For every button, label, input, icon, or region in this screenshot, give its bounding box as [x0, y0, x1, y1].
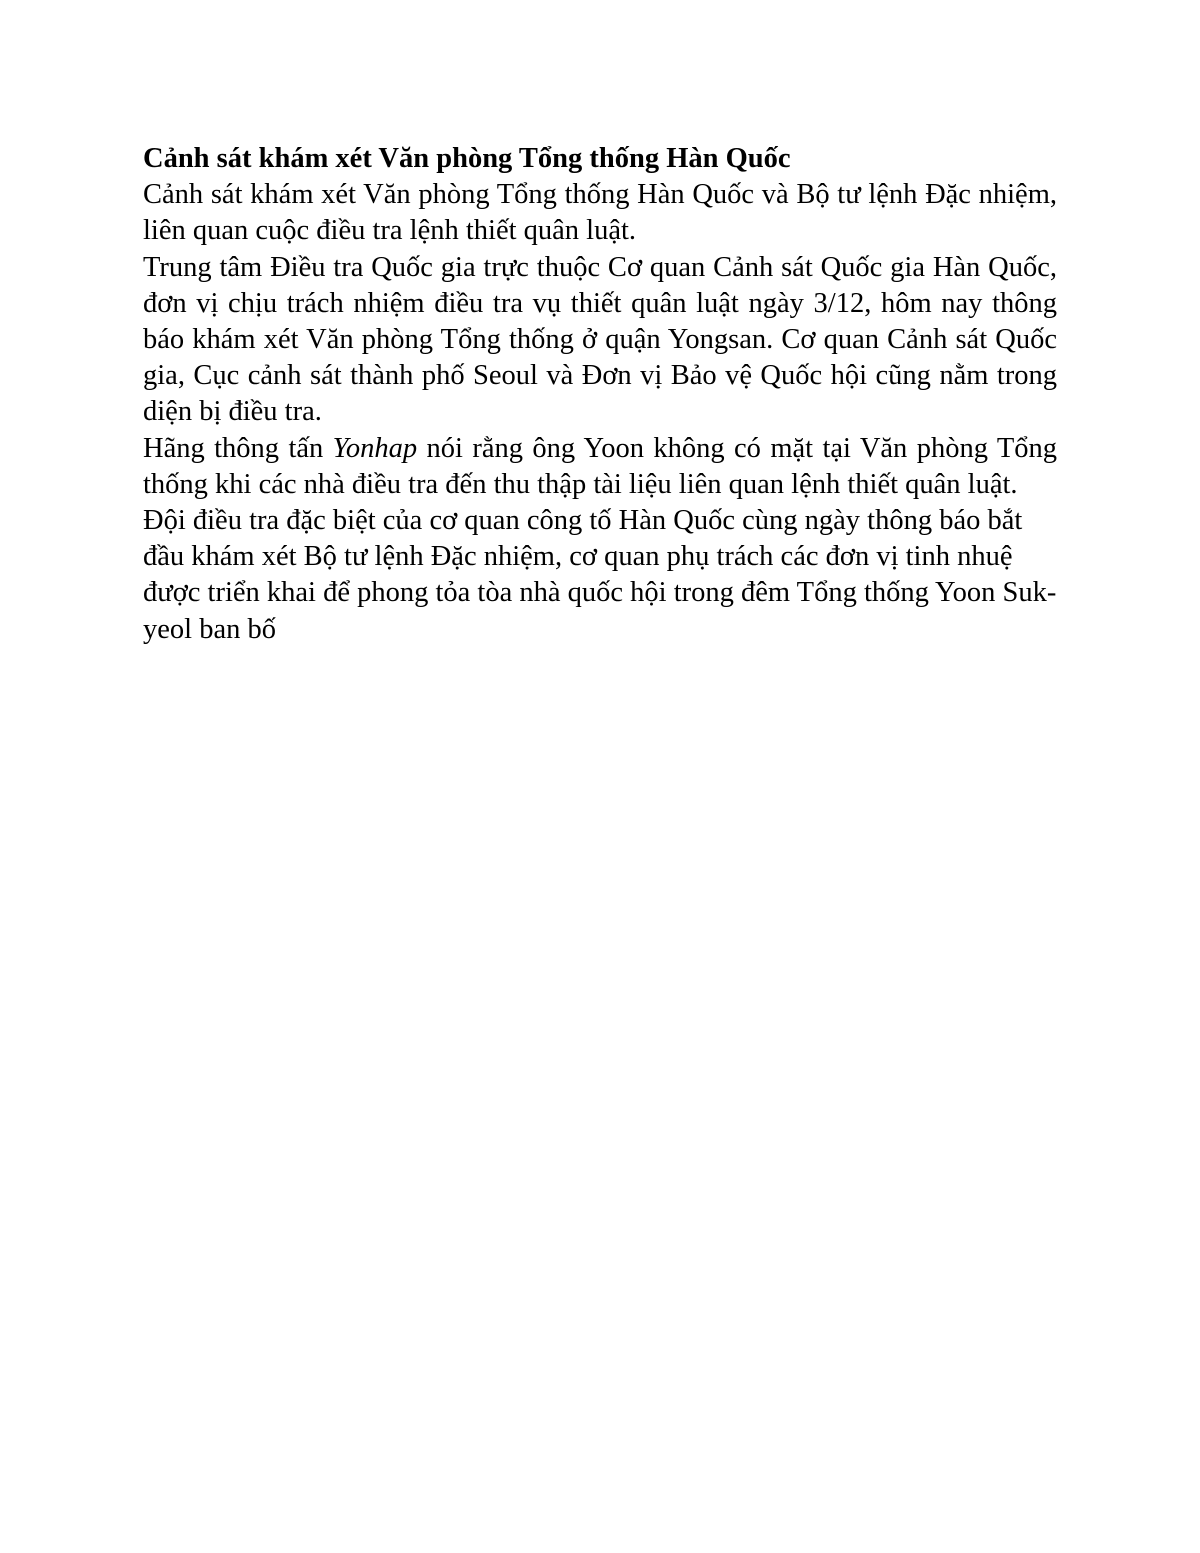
paragraph-3-text-after: nói rằng ông Yoon không có mặt tại Văn phòng Tổng thống khi các nhà điều tra đến thu thập tài liệu liên quan lệnh thiết quân luật. [143, 432, 1058, 500]
paragraph-1: Cảnh sát khám xét Văn phòng Tổng thống Hàn Quốc và Bộ tư lệnh Đặc nhiệm, liên quan cuộc điều tra lệnh thiết quân luật. [143, 179, 1057, 247]
paragraph-4: Đội điều tra đặc biệt của cơ quan công tố Hàn Quốc cùng ngày thông báo bắt đầu khám xét Bộ tư lệnh Đặc nhiệm, cơ quan phụ trách các đơn vị tinh nhuệ được triển khai để phong tỏa tòa nhà quốc hội trong đêm Tổng thống Yoon Suk-yeol ban bố [143, 505, 1057, 645]
paragraph-2: Trung tâm Điều tra Quốc gia trực thuộc Cơ quan Cảnh sát Quốc gia Hàn Quốc, đơn vị chịu trách nhiệm điều tra vụ thiết quân luật ngày 3/12, hôm nay thông báo khám xét Văn phòng Tổng thống ở quận Yongsan. Cơ quan Cảnh sát Quốc gia, Cục cảnh sát thành phố Seoul và Đơn vị Bảo vệ Quốc hội cũng nằm trong diện bị điều tra. [143, 251, 1057, 428]
paragraph-3 [143, 431, 1057, 503]
document-title: Cảnh sát khám xét Văn phòng Tổng thống Hàn Quốc [143, 143, 791, 174]
news-agency-name: Yonhap [332, 432, 418, 464]
document-page [143, 141, 1057, 648]
paragraph-3-text-before: Hãng thông tấn [143, 432, 333, 464]
